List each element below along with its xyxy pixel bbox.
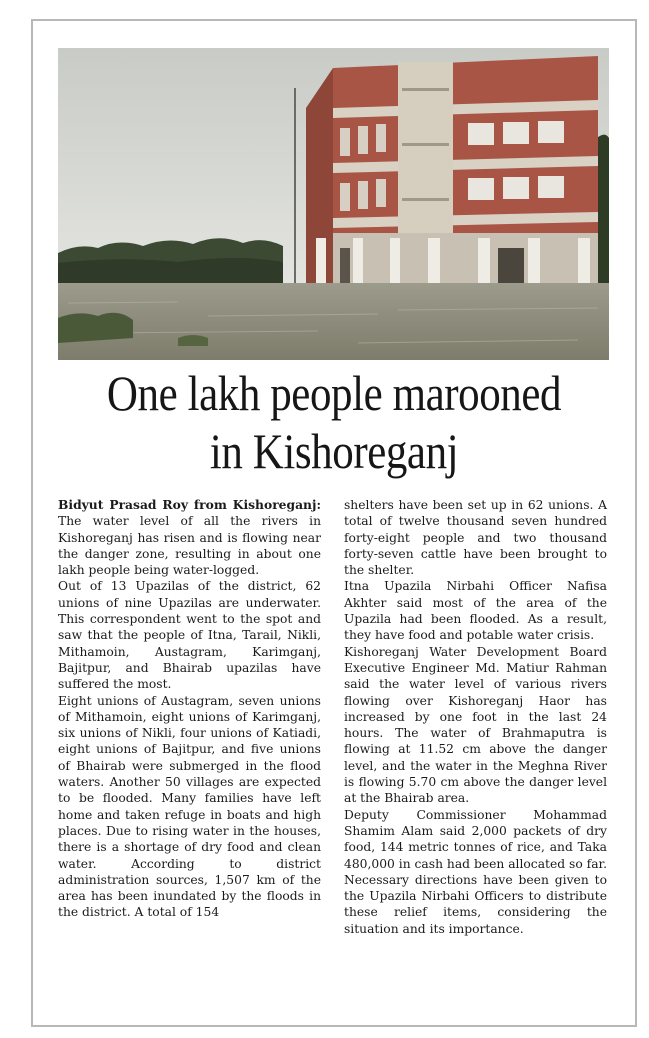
lead-paragraph — [58, 497, 321, 578]
article-column-right — [344, 497, 607, 937]
lead-text: The water level of all the rivers in Kishoreganj has risen and is flowing near the danger zone, resulting in about one lakh people being water-logged. — [58, 514, 321, 578]
headline-line-1: One lakh people marooned — [106, 365, 562, 421]
headline — [75, 364, 593, 480]
paragraph-3: Itna Upazila Nirbahi Officer Nafisa Akhter said most of the area of the Upazila had been flooded. As a result, they have food and potable water crisis. — [344, 579, 607, 643]
paragraph-2-part-b: shelters have been set up in 62 unions. A total of twelve thousand seven hundred forty-eight people and two thousand forty-seven cattle have been brought to the shelter. — [344, 498, 607, 578]
byline: Bidyut Prasad Roy from Kishoreganj: — [58, 497, 321, 512]
paragraph-1: Out of 13 Upazilas of the district, 62 unions of nine Upazilas are underwater. This correspondent went to the spot and saw that the people of Itna, Tarail, Nikli, Mithamoin, Austagram, Karimganj, Bajitpur, and Bhairab upazilas have suffered the most. — [58, 579, 321, 692]
paragraph-5: Deputy Commissioner Mohammad Shamim Alam said 2,000 packets of dry food, 144 metric tonnes of rice, and Taka 480,000 in cash had been allocated so far. Necessary directions have been given to the Upazila Nirbahi Officers to distribute these relief items, considering the situation and its importance. — [344, 807, 607, 936]
article-column-left — [58, 497, 321, 921]
article-frame — [31, 19, 637, 1027]
flood-photo-illustration — [58, 48, 609, 360]
headline-line-2: in Kishoreganj — [209, 423, 459, 479]
paragraph-2-part-a: Eight unions of Austagram, seven unions of Mithamoin, eight unions of Karimganj, six unions of Nikli, four unions of Katiadi, eight unions of Bajitpur, and five unions of Bhairab were submerged in the flood waters. Another 50 villages are expected to be flooded. Many families have left home and taken refuge in boats and high places. Due to rising water in the houses, there is a shortage of dry food and clean water. According to district administration sources, 1,507 km of the area has been inundated by the floods in the district. A total of 154 — [58, 693, 321, 920]
paragraph-4: Kishoreganj Water Development Board Executive Engineer Md. Matiur Rahman said the water level of various rivers flowing over Kishoreganj Haor has increased by one foot in the last 24 hours. The water of Brahmaputra is flowing at 11.52 cm above the danger level, and the water in the Meghna River is flowing 5.70 cm above the danger level at the Bhairab area. — [344, 644, 607, 806]
flood-photo — [58, 48, 609, 360]
